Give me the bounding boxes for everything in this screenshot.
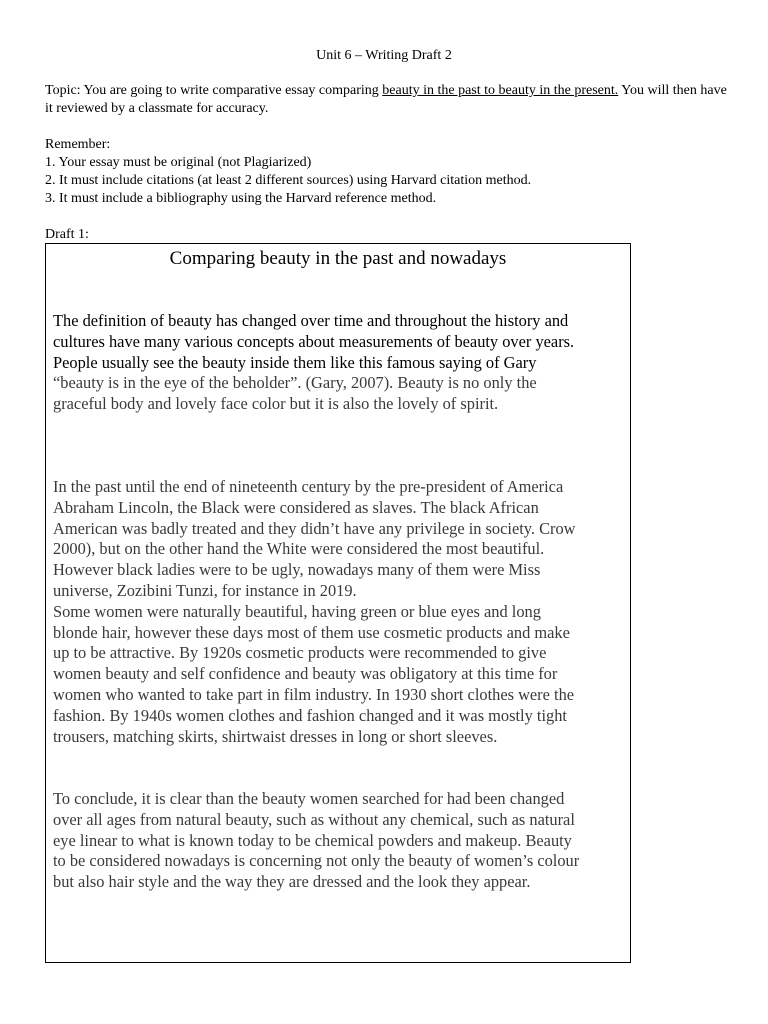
paragraph-line: universe, Zozibini Tunzi, for instance in 2019. <box>53 580 357 600</box>
document-title: Unit 6 – Writing Draft 2 <box>316 48 452 63</box>
essay-title: Comparing beauty in the past and nowadays <box>169 248 507 269</box>
paragraph-line: women who wanted to take part in film industry. In 1930 short clothes were the <box>53 684 575 704</box>
paragraph-line: trousers, matching skirts, shirtwaist dresses in long or short sleeves. <box>53 726 498 746</box>
remember-item: 2. It must include citations (at least 2 different sources) using Harvard citation method. <box>45 173 532 188</box>
remember-item: 1. Your essay must be original (not Plagiarized) <box>45 155 312 170</box>
paragraph-line: eye linear to what is known today to be chemical powders and makeup. Beauty <box>53 830 572 850</box>
draft-label: Draft 1: <box>45 227 89 242</box>
paragraph-line: over all ages from natural beauty, such as without any chemical, such as natural <box>53 809 575 829</box>
essay-box <box>45 243 631 963</box>
paragraph-line: to be considered nowadays is concerning not only the beauty of women’s colour <box>53 851 580 871</box>
paragraph-line: 2000), but on the other hand the White were considered the most beautiful. <box>53 539 545 559</box>
paragraph-line: To conclude, it is clear than the beauty women searched for had been changed <box>53 789 565 808</box>
topic-suffix: You will then have it reviewed by a classmate for accuracy. <box>45 83 727 116</box>
paragraph-line: blonde hair, however these days most of them use cosmetic products and make <box>53 622 570 642</box>
paragraph-line: Some women were naturally beautiful, having green or blue eyes and long <box>53 601 541 621</box>
remember-heading: Remember: <box>45 137 111 152</box>
topic-underlined: beauty in the past to beauty in the present. <box>382 83 619 98</box>
paragraph-line: In the past until the end of nineteenth century by the pre-president of America <box>53 477 564 496</box>
remember-section <box>45 136 735 208</box>
topic-paragraph <box>45 82 735 118</box>
paragraph-line: graceful body and lovely face color but it is also the lovely of spirit. <box>53 394 499 414</box>
paragraph-line: fashion. By 1940s women clothes and fashion changed and it was mostly tight <box>53 705 567 725</box>
paragraph-line: up to be attractive. By 1920s cosmetic products were recommended to give <box>53 643 547 663</box>
paragraph-line: American was badly treated and they didn’t have any privilege in society. Crow <box>53 518 576 538</box>
paragraph-line: However black ladies were to be ugly, nowadays many of them were Miss <box>53 560 541 580</box>
paragraph-line: “beauty is in the eye of the beholder”. (Gary, 2007). Beauty is no only the <box>53 373 537 393</box>
topic-prefix: Topic: You are going to write comparative essay comparing <box>45 83 383 98</box>
paragraph-line: women beauty and self confidence and beauty was obligatory at this time for <box>53 664 558 684</box>
essay-paragraph-2 <box>53 477 625 747</box>
paragraph-line: but also hair style and the way they are dressed and the look they appear. <box>53 872 531 892</box>
essay-paragraph-3 <box>53 789 625 893</box>
paragraph-line: Abraham Lincoln, the Black were considered as slaves. The black African <box>53 497 539 517</box>
paragraph-line: The definition of beauty has changed over time and throughout the history and <box>53 311 569 330</box>
remember-item: 3. It must include a bibliography using the Harvard reference method. <box>45 191 437 206</box>
essay-paragraph-1 <box>53 311 625 415</box>
paragraph-line: cultures have many various concepts about measurements of beauty over years. <box>53 331 575 351</box>
paragraph-line: People usually see the beauty inside them like this famous saying of Gary <box>53 352 537 372</box>
